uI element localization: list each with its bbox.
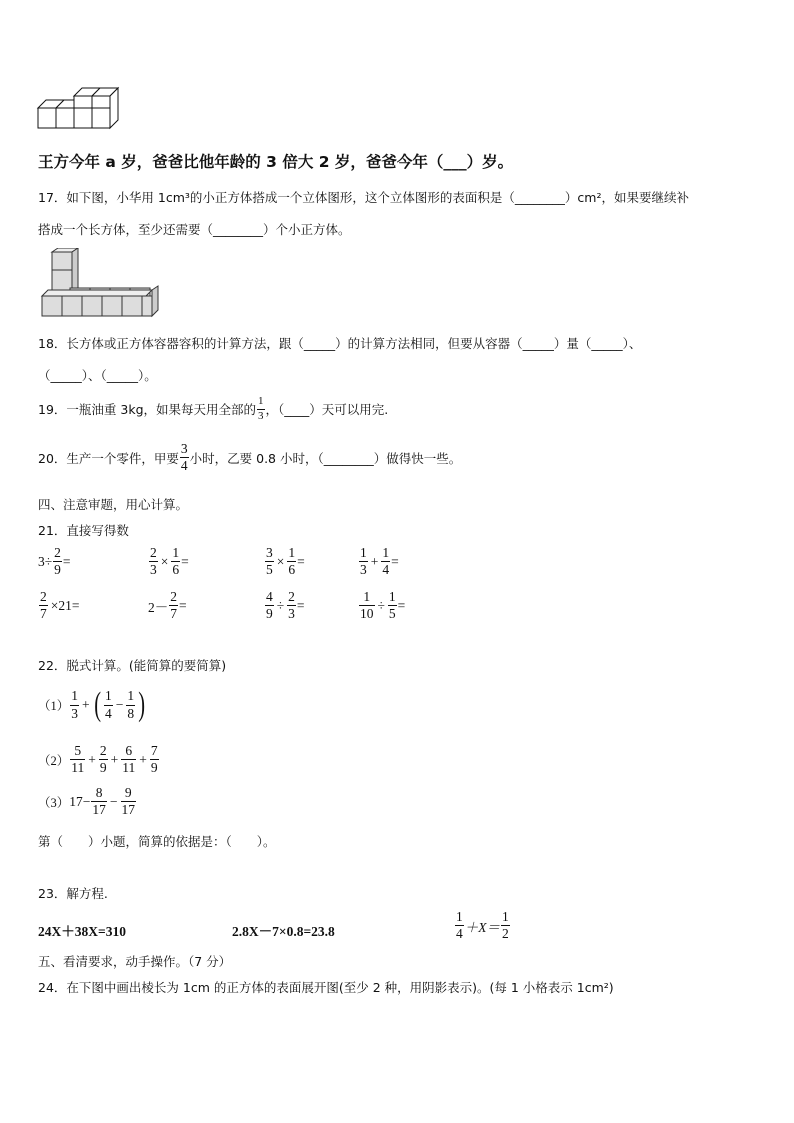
q21-equals: = (397, 597, 406, 613)
q21-frac-a-den: 10 (360, 606, 374, 622)
q21-equals: = (179, 597, 187, 613)
q21-frac-a-den: 7 (170, 606, 177, 622)
question-17-line1: 17．如下图，小华用 1cm³的小正方体搭成一个立体图形，这个立体图形的表面积是（________）cm²，如果要继续补 (38, 190, 689, 205)
q21-frac-a-num: 4 (266, 589, 273, 604)
q21-frac-a-num: 2 (150, 545, 157, 560)
q22-p2-frac-a: $\frac{5}{11}$ (71, 743, 85, 776)
q21-op: × (276, 553, 285, 569)
q21-frac-b-num: 1 (382, 545, 390, 560)
q21-op: × (160, 553, 169, 569)
q21-frac-a (359, 590, 375, 621)
q21-item (358, 546, 399, 577)
q20-middle: 小时，乙要 0.8 小时，（________）做得快一些。 (189, 450, 462, 466)
question-16: 王方今年 a 岁，爸爸比他年龄的 3 倍大 2 岁，爸爸今年（___）岁。 (38, 153, 514, 171)
q21-op: + (370, 553, 379, 569)
q22-part3 (38, 786, 137, 817)
q22-p1-label: （1） (38, 699, 70, 713)
q22-footer: 第（ ）小题，简算的依据是：（ ）。 (38, 834, 276, 849)
q22-p2-op3: + (139, 751, 147, 767)
q21-frac-b-den: 5 (388, 606, 396, 622)
q22-p2-frac-d: $\frac{7}{9}$ (150, 743, 158, 776)
q20-fraction (180, 442, 189, 473)
q23-eq3-mid: ＋X＝ (464, 919, 500, 935)
q22-p2-op2: + (110, 751, 119, 767)
q23-equation-2: 2.8X－7×0.8=23.8 (232, 924, 335, 939)
q22-p1-frac-b: $\frac{1}{4}$ (104, 688, 112, 721)
q19-after: ，（____）天可以用完. (265, 402, 389, 418)
q22-part1 (38, 688, 147, 722)
q21-frac-a (169, 590, 178, 621)
q21-frac-a-num: 2 (40, 589, 47, 604)
question-23-title: 23．解方程. (38, 886, 108, 901)
cube-figure-top (36, 86, 120, 132)
q20-frac-num: 3 (180, 441, 188, 456)
q21-equals: = (62, 553, 71, 569)
q21-op: ÷ (276, 597, 285, 613)
q21-equals: = (297, 553, 305, 569)
q21-frac-a-den: 9 (266, 606, 273, 622)
q21-frac-a-den: 5 (266, 562, 273, 578)
q21-frac-b-num: 1 (288, 545, 296, 560)
q21-frac-a (265, 546, 274, 577)
q23-equation-3 (454, 910, 511, 941)
q22-p3-label: （3） (38, 795, 70, 810)
q21-frac-a (39, 590, 48, 621)
q19-frac-den: 3 (258, 409, 264, 422)
q19-before: 19．一瓶油重 3kg，如果每天用全部的 (38, 402, 257, 418)
q22-p2-frac-b: $\frac{2}{9}$ (99, 743, 107, 776)
question-18-line2: （_____）、（_____）。 (38, 368, 157, 383)
q22-p2-op1: + (88, 751, 96, 767)
q20-before: 20．生产一个零件，甲要 (38, 450, 179, 466)
q21-frac-b-num: 1 (388, 589, 396, 604)
q22-p2-label: （2） (38, 753, 70, 768)
q21-equals: = (296, 597, 305, 613)
q21-frac-a-den: 3 (360, 562, 367, 578)
q21-frac-a-den: 7 (40, 606, 47, 622)
q21-frac-a-num: 1 (360, 545, 367, 560)
q21-equals: = (391, 553, 399, 569)
question-17-line2: 搭成一个长方体，至少还需要（________）个小正方体。 (38, 222, 351, 237)
q21-equals: = (181, 553, 189, 569)
q22-p1-op2: − (115, 697, 124, 712)
q22-p1-frac-c: $\frac{1}{8}$ (127, 688, 135, 721)
q23-equation-1: 24X＋38X=310 (38, 924, 126, 939)
question-21-title: 21．直接写得数 (38, 523, 129, 538)
q22-p3-pre: 17− (69, 793, 91, 809)
q21-pre: 2－ (148, 599, 169, 615)
q21-frac-a-num: 2 (170, 589, 177, 604)
q20-frac-den: 4 (180, 458, 188, 474)
q21-frac-a (265, 590, 274, 621)
q21-frac-b (381, 546, 390, 577)
q23-eq3-frac-b: $\frac{1}{2}$ (502, 909, 509, 942)
q21-frac-a (359, 546, 368, 577)
q19-frac-num: 1 (258, 395, 264, 407)
q21-op: ×21= (50, 597, 80, 613)
q22-part2 (38, 744, 160, 775)
q19-fraction (257, 396, 265, 422)
cube-figure-q17 (40, 248, 160, 318)
q21-frac-b-den: 6 (172, 562, 180, 578)
q22-p2-frac-c: $\frac{6}{11}$ (122, 743, 136, 776)
question-19 (38, 396, 388, 422)
q21-frac-a-num: 1 (363, 589, 371, 604)
q21-frac-a-num: 2 (54, 545, 61, 560)
q21-frac-b (388, 590, 397, 621)
q22-p3-frac-a: $\frac{8}{17}$ (92, 785, 106, 818)
q21-frac-b (287, 590, 296, 621)
question-18-line1: 18．长方体或正方体容器容积的计算方法，跟（_____）的计算方法相同，但要从容器（_____）量（_____）、 (38, 336, 642, 351)
q21-item (148, 546, 189, 577)
q21-frac-b (171, 546, 180, 577)
q21-item (264, 590, 305, 621)
q21-frac-a-num: 3 (266, 545, 273, 560)
q21-frac-a (53, 546, 62, 577)
q21-frac-a (149, 546, 158, 577)
q21-frac-a-den: 9 (54, 562, 61, 578)
question-20 (38, 442, 461, 473)
q21-item (38, 590, 81, 621)
q21-frac-b-den: 4 (382, 562, 390, 578)
q21-frac-b-num: 1 (172, 545, 180, 560)
q21-item (264, 546, 305, 577)
q22-p3-frac-b: $\frac{9}{17}$ (121, 785, 136, 818)
q21-op: ÷ (377, 597, 385, 613)
q21-frac-b (287, 546, 296, 577)
q21-item (38, 546, 71, 577)
q22-p1-frac-a: $\frac{1}{3}$ (71, 688, 79, 721)
section-4-heading: 四、注意审题，用心计算。 (38, 497, 189, 512)
q22-p3-op: − (109, 793, 118, 809)
question-22-title: 22．脱式计算。(能简算的要简算) (38, 658, 227, 673)
q23-eq3-frac-a: $\frac{1}{4}$ (456, 909, 463, 942)
q21-frac-b-num: 2 (288, 589, 295, 604)
section-5-heading: 五、看清要求，动手操作。（7 分） (38, 954, 232, 969)
q21-frac-b-den: 6 (288, 562, 296, 578)
q21-frac-b-den: 3 (288, 606, 295, 622)
q21-pre: 3÷ (38, 553, 53, 569)
question-24: 24．在下图中画出棱长为 1cm 的正方体的表面展开图(至少 2 种，用阴影表示)。(每 1 小格表示 1cm²) (38, 980, 614, 995)
q22-p1-lparen: ( (93, 686, 101, 723)
q22-p1-rparen: ) (138, 686, 146, 723)
q21-item (358, 590, 405, 621)
q21-item (148, 590, 187, 621)
q22-p1-op1: + (82, 697, 90, 712)
q21-frac-a-den: 3 (150, 562, 157, 578)
